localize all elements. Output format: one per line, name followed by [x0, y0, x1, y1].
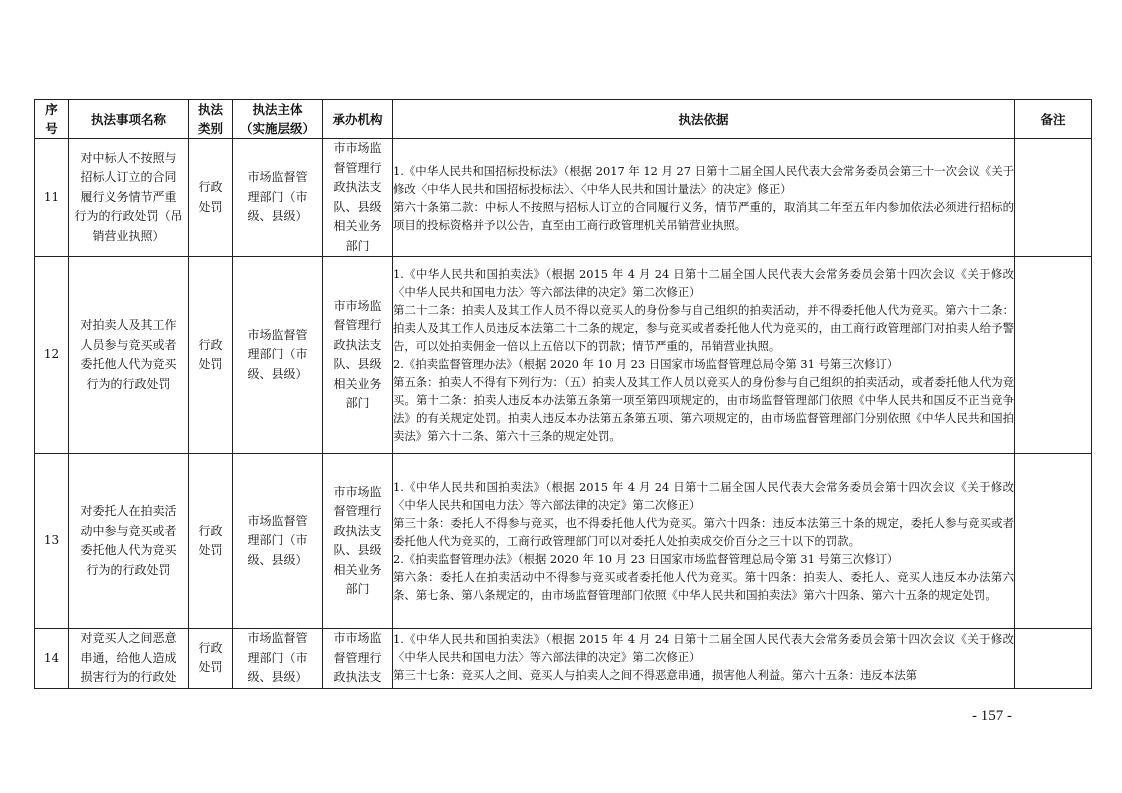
header-legal-basis: 执法依据: [393, 100, 1015, 139]
basis-paragraph: 第二十二条：拍卖人及其工作人员不得以竞买人的身份参与自己组织的拍卖活动，并不得委托他人代为竞买。第六十二条：拍卖人及其工作人员违反本法第二十二条的规定，参与竞买或者委托他人代为竞买的，由工商行政管理部门对拍卖人给予警告，可以处拍卖佣金一倍以上五倍以下的罚款；情节严重的，吊销营业执照。: [393, 303, 1014, 353]
enforcement-category: 行政 处罚: [189, 257, 233, 454]
basis-paragraph: 第三十条：委托人不得参与竞买，也不得委托他人代为竞买。第六十四条：违反本法第三十条的规定，委托人参与竞买或者委托他人代为竞买的，工商行政管理部门可以对委托人处拍卖成交价百分之三十以下的罚款。: [393, 516, 1014, 548]
enforcement-category: 行政 处罚: [189, 629, 233, 689]
handling-agency: 市市场监 督管理行 政执法支 队、县级 相关业务 部门: [323, 454, 393, 629]
row-number: 12: [35, 257, 69, 454]
table-row: [35, 139, 1092, 257]
handling-agency: 市市场监 督管理行 政执法支 队、县级 相关业务 部门: [323, 257, 393, 454]
document-page: [34, 99, 1091, 689]
remarks: [1015, 629, 1092, 689]
basis-paragraph: 2.《拍卖监督管理办法》（根据 2020 年 10 月 23 日国家市场监督管理总局令第 31 号第三次修订）: [393, 357, 899, 371]
basis-paragraph: 第三十七条：竞买人之间、竞买人与拍卖人之间不得恶意串通，损害他人利益。第六十五条：违反本法第: [393, 668, 917, 683]
header-subject: 执法主体 （实施层级）: [233, 100, 323, 139]
basis-paragraph: 1.《中华人民共和国拍卖法》（根据 2015 年 4 月 24 日第十二届全国人民代表大会常务委员会第十四次会议《关于修改〈中华人民共和国电力法〉等六部法律的决定》第二次修正）: [393, 632, 1014, 665]
legal-basis: [393, 139, 1015, 257]
legal-basis: [393, 629, 1015, 689]
header-serial-number: 序 号: [35, 100, 69, 139]
legal-basis: [393, 257, 1015, 454]
basis-paragraph: 1.《中华人民共和国拍卖法》（根据 2015 年 4 月 24 日第十二届全国人民代表大会常务委员会第十四次会议《关于修改〈中华人民共和国电力法〉等六部法律的决定》第二次修正）: [393, 267, 1014, 299]
basis-paragraph: 2.《拍卖监督管理办法》（根据 2020 年 10 月 23 日国家市场监督管理总局令第 31 号第三次修订）: [393, 552, 899, 566]
table-header-row: [35, 100, 1092, 139]
remarks: [1015, 257, 1092, 454]
item-name: 对委托人在拍卖活 动中参与竞买或者 委托他人代为竞买 行为的行政处罚: [69, 454, 189, 629]
handling-agency: 市市场监 督管理行 政执法支 队、县级 相关业务 部门: [323, 139, 393, 257]
enforcement-subject: 市场监督管 理部门（市 级、县级）: [233, 257, 323, 454]
legal-basis-clip: [393, 630, 1014, 686]
header-category: 执法 类别: [189, 100, 233, 139]
item-name: 对拍卖人及其工作 人员参与竞买或者 委托他人代为竞买 行为的行政处罚: [69, 257, 189, 454]
table-row: [35, 454, 1092, 629]
item-name: 对竞买人之间恶意 串通，给他人造成 损害行为的行政处: [69, 629, 189, 689]
row-number: 13: [35, 454, 69, 629]
enforcement-subject: 市场监督管 理部门（市 级、县级）: [233, 454, 323, 629]
remarks: [1015, 454, 1092, 629]
table-row: [35, 629, 1092, 689]
basis-paragraph: 第五条：拍卖人不得有下列行为：（五）拍卖人及其工作人员以竞买人的身份参与自己组织的拍卖活动，或者委托他人代为竞买。第十二条：拍卖人违反本办法第五条第一项至第四项规定的，由市场监督管理部门依照《中华人民共和国反不正当竞争法》的有关规定处罚。拍卖人违反本办法第五条第五项、第六项规定的，由市场监督管理部门分别依照《中华人民共和国拍卖法》第六十二条、第六十三条的规定处罚。: [393, 375, 1014, 443]
handling-agency: 市市场监 督管理行 政执法支: [323, 629, 393, 689]
basis-paragraph: 第六条：委托人在拍卖活动中不得参与竞买或者委托他人代为竞买。第十四条：拍卖人、委托人、竞买人违反本办法第六条、第七条、第八条规定的，由市场监督管理部门依照《中华人民共和国拍卖法》第六十四条、第六十五条的规定处罚。: [393, 570, 1014, 602]
enforcement-category: 行政 处罚: [189, 454, 233, 629]
item-name: 对中标人不按照与 招标人订立的合同 履行义务情节严重 行为的行政处罚（吊 销营业执照）: [69, 139, 189, 257]
basis-paragraph: 第六十条第二款：中标人不按照与招标人订立的合同履行义务，情节严重的，取消其二年至五年内参加依法必须进行招标的项目的投标资格并予以公告，直至由工商行政管理机关吊销营业执照。: [393, 199, 1014, 232]
page-number: - 157 -: [972, 708, 1012, 724]
enforcement-subject: 市场监督管 理部门（市 级、县级）: [233, 629, 323, 689]
table-row: [35, 257, 1092, 454]
row-number: 11: [35, 139, 69, 257]
header-item-name: 执法事项名称: [69, 100, 189, 139]
legal-basis: [393, 454, 1015, 629]
header-remarks: 备注: [1015, 100, 1092, 139]
row-number: 14: [35, 629, 69, 689]
enforcement-subject: 市场监督管 理部门（市 级、县级）: [233, 139, 323, 257]
enforcement-category: 行政 处罚: [189, 139, 233, 257]
enforcement-table: [34, 99, 1092, 689]
header-agency: 承办机构: [323, 100, 393, 139]
remarks: [1015, 139, 1092, 257]
basis-paragraph: 1.《中华人民共和国拍卖法》（根据 2015 年 4 月 24 日第十二届全国人民代表大会常务委员会第十四次会议《关于修改〈中华人民共和国电力法〉等六部法律的决定》第二次修正）: [393, 480, 1014, 512]
basis-paragraph: 1.《中华人民共和国招标投标法》（根据 2017 年 12 月 27 日第十二届全国人民代表大会常务委员会第三十一次会议《关于修改〈中华人民共和国招标投标法〉、〈中华人民共和国计量法〉的决定》修正）: [393, 163, 1014, 196]
